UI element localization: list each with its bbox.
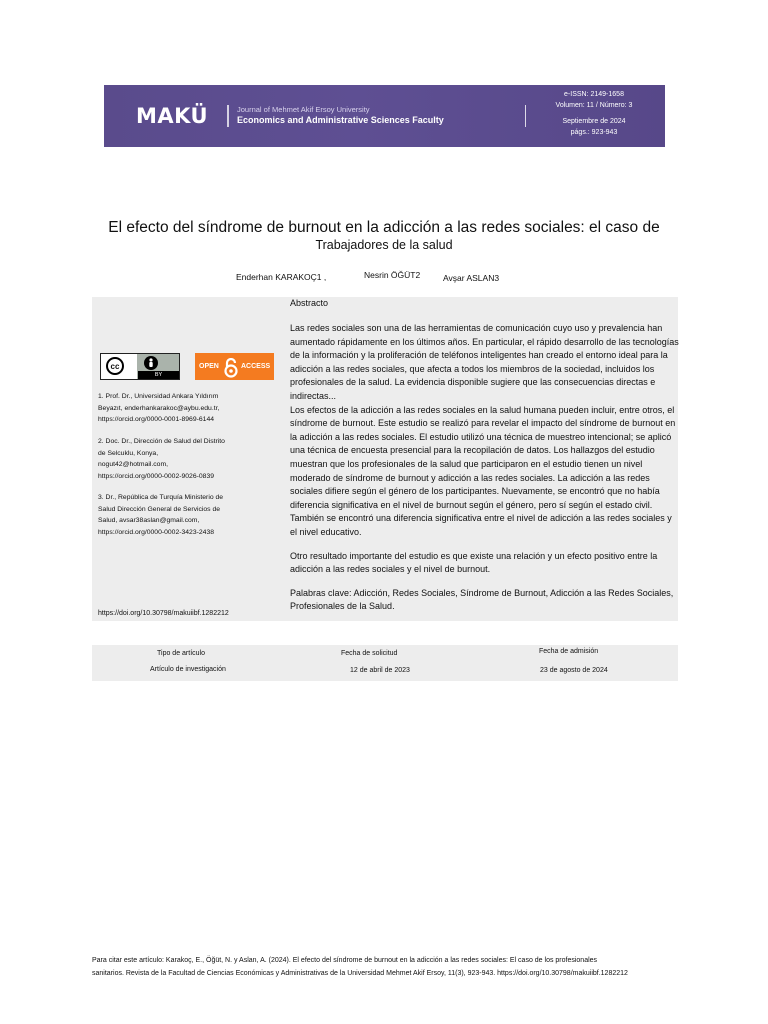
affiliation-1: 1. Prof. Dr., Universidad Ankara Yıldırım Beyazıt, enderhankarakoc@aybu.edu.tr, https://orcid.org/0000-0001-8969-6144 — [98, 393, 220, 423]
abstract-heading: Abstracto — [290, 298, 329, 308]
citation-note: Para citar este artículo: Karakoç, E., Öğüt, N. y Aslan, A. (2024). El efecto del síndrome de burnout en la adicción a las redes sociales: El caso de los profesionales sanitarios. Revista de la Facultad de Ciencias Económicas y Administrativas de la Universidad Mehmet Akif Ersoy, 11(3), 923-943. https://doi.org/10.30798/makuiibf.1282212 — [92, 957, 628, 977]
submitted-date-value: 12 de abril de 2023 — [350, 667, 410, 674]
accepted-date-label: Fecha de admisión — [539, 648, 599, 655]
abstract-paragraph: Los efectos de la adicción a las redes sociales en la salud humana pueden incluir, entre otros, el síndrome de burnout. Este estudio se realizó para revelar el impacto del síndrome de burnout en la adicción a las redes sociales. El estudio utilizó una técnica de muestreo intencional; se aplicó una técnica de encuesta presencial para la recopilación de datos. Los hallazgos del estudio muestran que los profesionales de la salud que participaron en el estudio tienen un nivel moderado de síndrome de burnout y adicción a las redes sociales. La adicción a las redes sociales difiere según el género de los participantes. Nuevamente, se encontró que no había diferencia significativa en el nivel de burnout según el género, pero sí según el estado civil. También se encontró una diferencia significativa entre el nivel de adicción a las redes sociales y el nivel educativo. — [290, 404, 676, 537]
journal-banner — [104, 85, 665, 147]
accepted-date-value: 23 de agosto de 2024 — [540, 667, 608, 674]
article-title-line2: Trabajadores de la salud — [315, 238, 453, 252]
abstract-paragraph: Otro resultado importante del estudio es que existe una relación y un efecto positivo entre la adicción a las redes sociales y el nivel de burnout. — [290, 550, 658, 575]
journal-name: Journal of Mehmet Akif Ersoy University — [237, 105, 370, 114]
article-type-value: Artículo de investigación — [150, 666, 226, 673]
open-access-badge[interactable] — [195, 353, 274, 380]
issue-meta — [534, 89, 654, 138]
cc-by-license-badge[interactable] — [100, 353, 180, 380]
banner-divider — [525, 105, 526, 127]
open-lock-icon — [223, 358, 239, 378]
access-label: ACCESS — [241, 363, 271, 370]
affiliation-3: 3. Dr., República de Turquía Ministerio de Salud Dirección General de Servicios de Salud, avsar38aslan@gmail.com, https://orcid.org/0000-0002-3423-2438 — [98, 494, 224, 536]
abstract-paragraph: Las redes sociales son una de las herramientas de comunicación cuyo uso y prevalencia han aumentado rápidamente en los últimos años. En particular, el rápido desarrollo de las tecnologías de la información y la proliferación de teléfonos inteligentes han creado el entorno ideal para la adicción a las redes sociales, que afecta a todos los miembros de la sociedad, incluidos los profesionales de la salud. La evidencia disponible sugiere que las consecuencias directas e indirectas... — [290, 323, 679, 401]
author-1: Enderhan KARAKOÇ1 , — [236, 272, 327, 282]
faculty-name: Economics and Administrative Sciences Faculty — [237, 115, 444, 125]
banner-divider — [227, 105, 229, 127]
article-title: El efecto del síndrome de burnout en la adicción a las redes sociales: el caso de — [108, 219, 660, 236]
page-range: págs.: 923-943 — [570, 129, 618, 136]
open-label: OPEN — [199, 363, 219, 370]
issue-date: Septiembre de 2024 — [562, 118, 626, 125]
submitted-date-label: Fecha de solicitud — [341, 650, 398, 657]
abstract-body — [290, 322, 680, 614]
journal-logo: MAKÜ — [136, 104, 209, 128]
by-label: BY — [138, 371, 179, 379]
doi-link[interactable]: https://doi.org/10.30798/makuiibf.1282212 — [98, 610, 229, 617]
article-type-label: Tipo de artículo — [157, 650, 205, 657]
volume-number: Volumen: 11 / Número: 3 — [555, 102, 633, 109]
keywords: Palabras clave: Adicción, Redes Sociales, Síndrome de Burnout, Adicción a las Redes Sociales, Profesionales de la Salud. — [290, 587, 674, 612]
creative-commons-icon: cc — [106, 357, 124, 375]
person-icon — [144, 356, 158, 370]
eissn: e-ISSN: 2149-1658 — [564, 91, 624, 98]
author-3: Avşar ASLAN3 — [443, 273, 500, 283]
author-2: Nesrin ÖĞÜT2 — [364, 270, 421, 280]
affiliation-2: 2. Doc. Dr., Dirección de Salud del Distrito de Selcuklu, Konya, nogut42@hotmail.com, https://orcid.org/0000-0002-9026-0839 — [98, 438, 225, 480]
